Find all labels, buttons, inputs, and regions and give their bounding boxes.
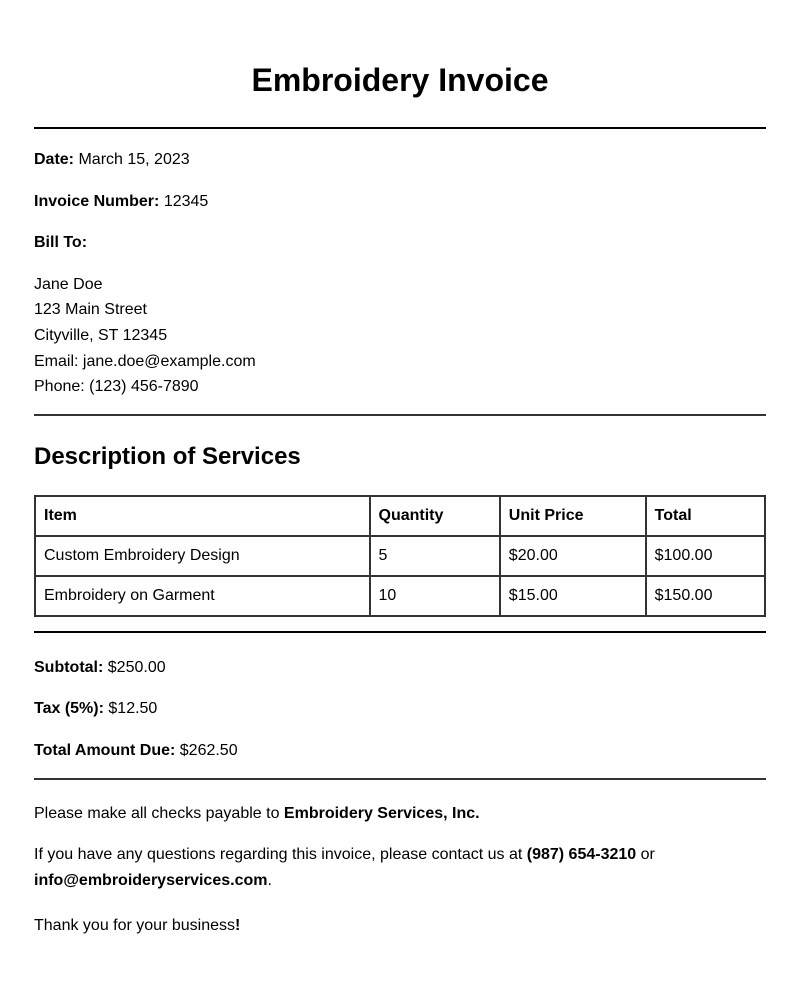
thanks-text: Thank you for your business [34, 917, 235, 934]
bill-to-street: 123 Main Street [34, 301, 147, 318]
subtotal-line [34, 658, 166, 678]
cell-item: Custom Embroidery Design [35, 536, 370, 576]
checks-payable-note [34, 801, 766, 827]
header-unit-price: Unit Price [500, 496, 646, 536]
tax-value: $12.50 [108, 700, 158, 717]
cell-quantity: 10 [370, 576, 500, 616]
date-value: March 15, 2023 [78, 151, 190, 168]
invoice-date [34, 150, 190, 170]
cell-quantity: 5 [370, 536, 500, 576]
table-row [35, 576, 765, 616]
header-divider [34, 127, 766, 129]
questions-end: . [267, 872, 272, 889]
total-due-label: Total Amount Due: [34, 742, 176, 759]
company-name: Embroidery Services, Inc. [283, 805, 480, 822]
bill-to-city: Cityville, ST 12345 [34, 327, 168, 344]
table-header-row [35, 496, 765, 536]
cell-item: Embroidery on Garment [35, 576, 370, 616]
services-heading: Description of Services [34, 443, 301, 470]
invoice-number [34, 192, 208, 212]
bill-to-phone: Phone: (123) 456-7890 [34, 378, 199, 395]
contact-email: info@embroideryservices.com [34, 872, 268, 889]
invoice-number-label: Invoice Number: [34, 193, 160, 210]
contact-phone: (987) 654-3210 [526, 846, 637, 863]
services-table [34, 495, 766, 617]
subtotal-label: Subtotal: [34, 659, 104, 676]
header-quantity: Quantity [370, 496, 500, 536]
questions-text: If you have any questions regarding this invoice, please contact us at [34, 846, 527, 863]
page-title: Embroidery Invoice [251, 62, 549, 98]
header-total: Total [646, 496, 765, 536]
tax-line [34, 699, 157, 719]
tax-label: Tax (5%): [34, 700, 104, 717]
billing-divider [34, 414, 766, 416]
questions-or: or [636, 846, 655, 863]
cell-total: $150.00 [646, 576, 765, 616]
cell-total: $100.00 [646, 536, 765, 576]
totals-divider [34, 778, 766, 780]
thanks-mark: ! [235, 917, 241, 934]
subtotal-value: $250.00 [107, 659, 166, 676]
total-due-value: $262.50 [179, 742, 238, 759]
bill-to-email: Email: jane.doe@example.com [34, 353, 256, 370]
header-item: Item [35, 496, 370, 536]
table-divider [34, 631, 766, 633]
table-row [35, 536, 765, 576]
bill-to-heading [34, 233, 87, 253]
bill-to-name: Jane Doe [34, 276, 103, 293]
thank-you-note [34, 913, 766, 939]
invoice-number-value: 12345 [163, 193, 209, 210]
contact-note [34, 842, 766, 894]
checks-text: Please make all checks payable to [34, 805, 284, 822]
date-label: Date: [34, 151, 75, 168]
total-due-line [34, 741, 238, 761]
cell-unit-price: $15.00 [500, 576, 646, 616]
cell-unit-price: $20.00 [500, 536, 646, 576]
bill-to-label: Bill To: [34, 234, 88, 251]
